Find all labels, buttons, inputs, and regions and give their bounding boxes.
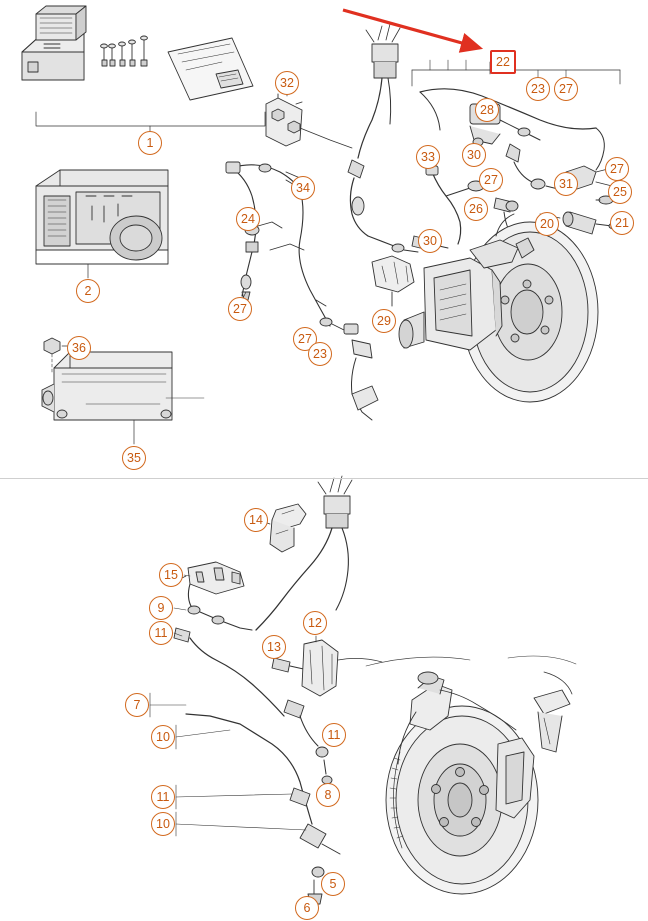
callout-34: 34: [291, 176, 315, 200]
callout-8: 8: [316, 783, 340, 807]
callout-11-right: 11: [322, 723, 346, 747]
callout-25: 25: [608, 180, 632, 204]
callout-9: 9: [149, 596, 173, 620]
callout-30-lower: 30: [418, 229, 442, 253]
callout-30-upper: 30: [462, 143, 486, 167]
callout-7: 7: [125, 693, 149, 717]
callout-12: 12: [303, 611, 327, 635]
pointer-arrow: [343, 10, 480, 48]
callout-33: 33: [416, 145, 440, 169]
callout-23-mid: 23: [308, 342, 332, 366]
callout-27-right-top: 27: [554, 77, 578, 101]
callout-11-upper: 11: [149, 621, 173, 645]
callout-35: 35: [122, 446, 146, 470]
callout-27-right-mid: 27: [605, 157, 629, 181]
callout-10-upper: 10: [151, 725, 175, 749]
callout-14: 14: [244, 508, 268, 532]
callout-27-mid: 27: [293, 327, 317, 351]
callout-23-right: 23: [526, 77, 550, 101]
section-divider: [0, 478, 648, 479]
callout-27-center: 27: [479, 168, 503, 192]
callout-20: 20: [535, 212, 559, 236]
callout-29: 29: [372, 309, 396, 333]
callout-28: 28: [475, 98, 499, 122]
callout-13: 13: [262, 635, 286, 659]
callout-6: 6: [295, 896, 319, 920]
callout-32: 32: [275, 71, 299, 95]
callout-21: 21: [610, 211, 634, 235]
callout-1: 1: [138, 131, 162, 155]
callout-2: 2: [76, 279, 100, 303]
callout-22-highlighted: 22: [490, 50, 516, 74]
callout-27-left-lower: 27: [228, 297, 252, 321]
callout-11-lower: 11: [151, 785, 175, 809]
callout-24: 24: [236, 207, 260, 231]
callout-31: 31: [554, 172, 578, 196]
callout-5: 5: [321, 872, 345, 896]
callout-10-lower: 10: [151, 812, 175, 836]
callout-36: 36: [67, 336, 91, 360]
callout-15: 15: [159, 563, 183, 587]
callout-26: 26: [464, 197, 488, 221]
